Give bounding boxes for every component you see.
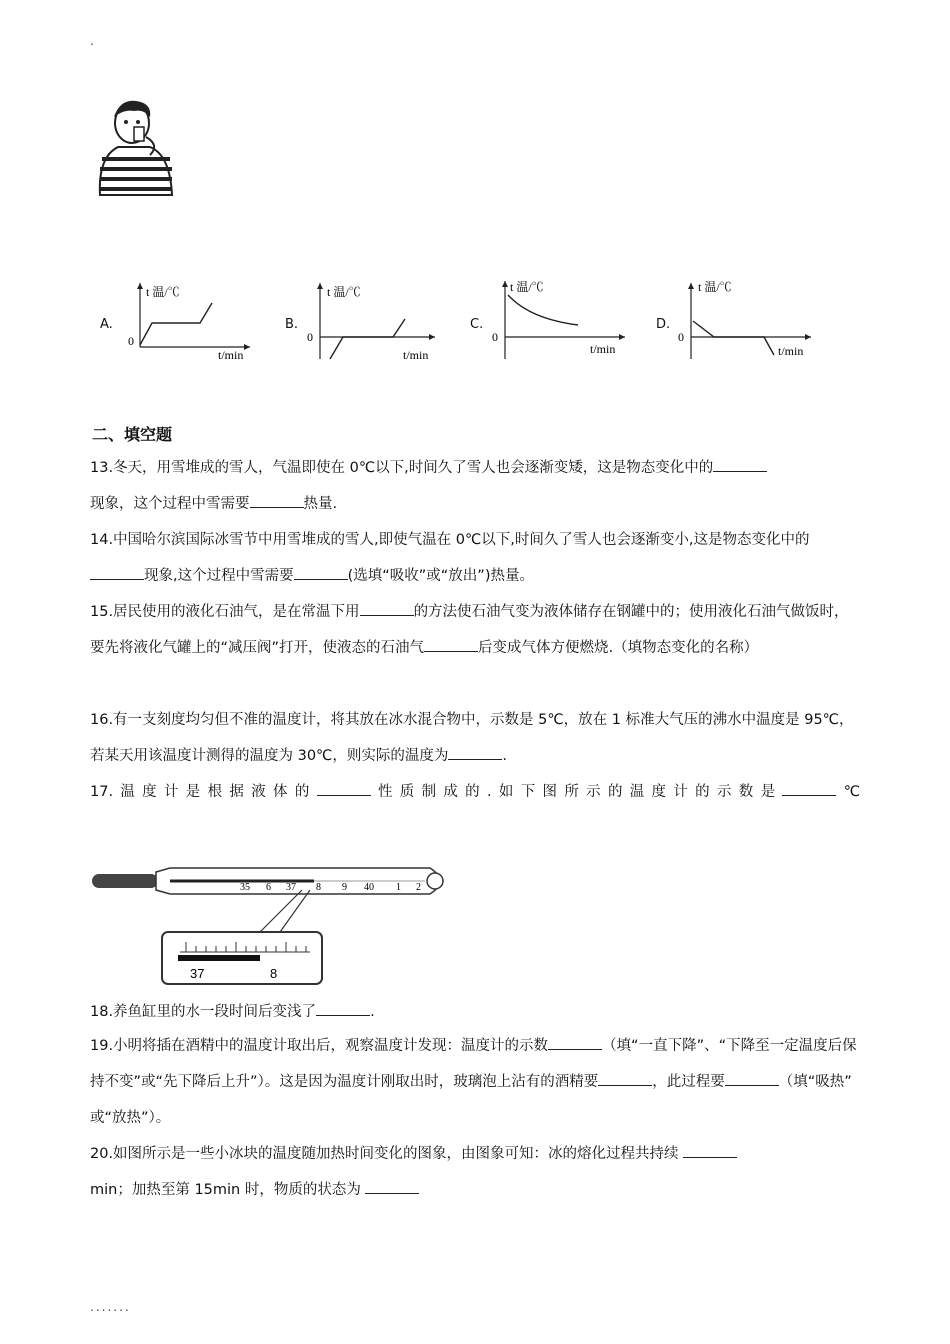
scale-label: 9: [342, 882, 347, 893]
q19-blank-1[interactable]: [548, 1035, 602, 1050]
zoom-label: 8: [270, 966, 278, 981]
scale-label: 2: [416, 882, 421, 893]
q15-blank-1[interactable]: [360, 601, 414, 616]
q20-blank-1[interactable]: [683, 1143, 737, 1158]
q13-text-2: 现象，这个过程中雪需要: [90, 496, 250, 512]
x-axis-label: t/min: [590, 342, 616, 356]
scale-label: 35: [240, 882, 250, 893]
question-13: [90, 450, 860, 522]
y-axis-label: t 温/℃: [698, 280, 732, 294]
question-18: [90, 994, 860, 1030]
page-top-mark: .: [90, 34, 94, 48]
q17-blank-1[interactable]: [317, 781, 371, 796]
x-axis-label: t/min: [778, 344, 804, 358]
graph-option-d[interactable]: [656, 275, 836, 370]
q14-text-2: 现象,这个过程中雪需要: [144, 568, 294, 584]
y-axis-label: t 温/℃: [327, 285, 361, 299]
q16-text-1: 16.有一支刻度均匀但不准的温度计，将其放在冰水混合物中，示数是 5℃，放在 1 标准大气压的沸水中温度是 95℃，若某天用该温度计测得的温度为 30℃，则实际的温度为: [90, 712, 854, 764]
option-letter: A.: [100, 317, 113, 332]
q14-blank-1[interactable]: [90, 565, 144, 580]
page-bottom-mark: .......: [90, 1300, 131, 1314]
graph-option-b[interactable]: [285, 275, 465, 370]
mercury-column-zoom: [178, 955, 260, 961]
graph-options-row: [100, 275, 840, 370]
origin-label: 0: [492, 330, 498, 344]
q13-blank-1[interactable]: [713, 457, 767, 472]
q14-blank-2[interactable]: [294, 565, 348, 580]
q14-text-1: 14.中国哈尔滨国际冰雪节中用雪堆成的雪人,即使气温在 0℃以下,时间久了雪人也会逐渐变小,这是物态变化中的: [90, 532, 810, 548]
option-letter: C.: [470, 317, 484, 332]
q15-blank-2[interactable]: [424, 637, 478, 652]
q17-text-2: 性质制成的.如下图所示的温度计的示数是: [370, 784, 783, 800]
q19-blank-3[interactable]: [725, 1071, 779, 1086]
question-16: [90, 702, 860, 774]
q14-text-3: (选填“吸收”或“放出”)热量。: [347, 568, 534, 584]
q20-text-1: 20.如图所示是一些小冰块的温度随加热时间变化的图象，由图象可知：冰的熔化过程共持续: [90, 1146, 679, 1162]
y-axis-label: t 温/℃: [146, 285, 180, 299]
zoom-label: 37: [190, 966, 205, 981]
q19-blank-2[interactable]: [598, 1071, 652, 1086]
q15-text-3: 后变成气体方便燃烧.（填物态变化的名称）: [478, 640, 759, 656]
graph-option-c[interactable]: [470, 275, 650, 370]
q19-text-1: 19.小明将插在酒精中的温度计取出后，观察温度计发现：温度计的示数: [90, 1038, 549, 1054]
question-20: [90, 1136, 860, 1208]
q15-text-2: 的方法使石油气变为液体储存在钢罐中的；使用液化石油气做饭时，要先将液化气罐上的“减压阀”打开，使液态的石油气: [90, 604, 849, 656]
q17-text-3: ℃: [836, 784, 860, 800]
option-letter: B.: [285, 317, 299, 332]
person-drinking-figure: [90, 95, 190, 205]
q15-text-1: 15.居民使用的液化石油气，是在常温下用: [90, 604, 360, 620]
q19-text-3: ，此过程要: [652, 1074, 725, 1090]
graph-d-plot: [656, 275, 836, 370]
question-17: [90, 774, 860, 810]
origin-label: 0: [128, 334, 134, 348]
question-19: [90, 1028, 860, 1136]
scale-label: 40: [364, 882, 374, 893]
graph-option-a[interactable]: [100, 275, 280, 370]
y-axis-label: t 温/℃: [510, 280, 544, 294]
graph-c-plot: [470, 275, 650, 370]
q16-text-2: .: [502, 748, 507, 764]
scale-label: 37: [286, 882, 296, 893]
question-14: [90, 522, 860, 594]
q18-text-1: 18.养鱼缸里的水一段时间后变浅了: [90, 1004, 317, 1020]
origin-label: 0: [307, 330, 313, 344]
q17-text-1: 17.温度计是根据液体的: [90, 784, 317, 800]
q18-text-2: .: [370, 1004, 375, 1020]
graph-a-plot: [100, 275, 280, 370]
question-15: [90, 594, 860, 666]
thermometer-figure: [90, 862, 460, 987]
q17-blank-2[interactable]: [782, 781, 836, 796]
scale-label: 8: [316, 882, 321, 893]
scale-label: 1: [396, 882, 401, 893]
x-axis-label: t/min: [218, 348, 244, 362]
option-letter: D.: [656, 317, 671, 332]
q13-text-1: 13.冬天，用雪堆成的雪人，气温即使在 0℃以下,时间久了雪人也会逐渐变矮，这是物态变化中的: [90, 460, 714, 476]
section-title: 二、填空题: [92, 425, 173, 444]
q20-blank-2[interactable]: [365, 1179, 419, 1194]
scale-label: 6: [266, 882, 271, 893]
x-axis-label: t/min: [403, 348, 429, 362]
q16-blank-1[interactable]: [448, 745, 502, 760]
q18-blank-1[interactable]: [316, 1001, 370, 1016]
q13-blank-2[interactable]: [250, 493, 304, 508]
graph-b-plot: [285, 275, 465, 370]
origin-label: 0: [678, 330, 684, 344]
q19-text-2: （填“一直下降”、“下降至一定温度后保持不变”或“先下降后上升”）。这是因为温度计刚取出时，玻璃泡上沾有的酒精要: [90, 1038, 857, 1090]
q13-text-3: 热量.: [303, 496, 338, 512]
q20-text-2: min；加热至第 15min 时，物质的状态为: [90, 1182, 361, 1198]
q19-text-4: （填“吸热” 或“放热”）。: [90, 1074, 852, 1126]
